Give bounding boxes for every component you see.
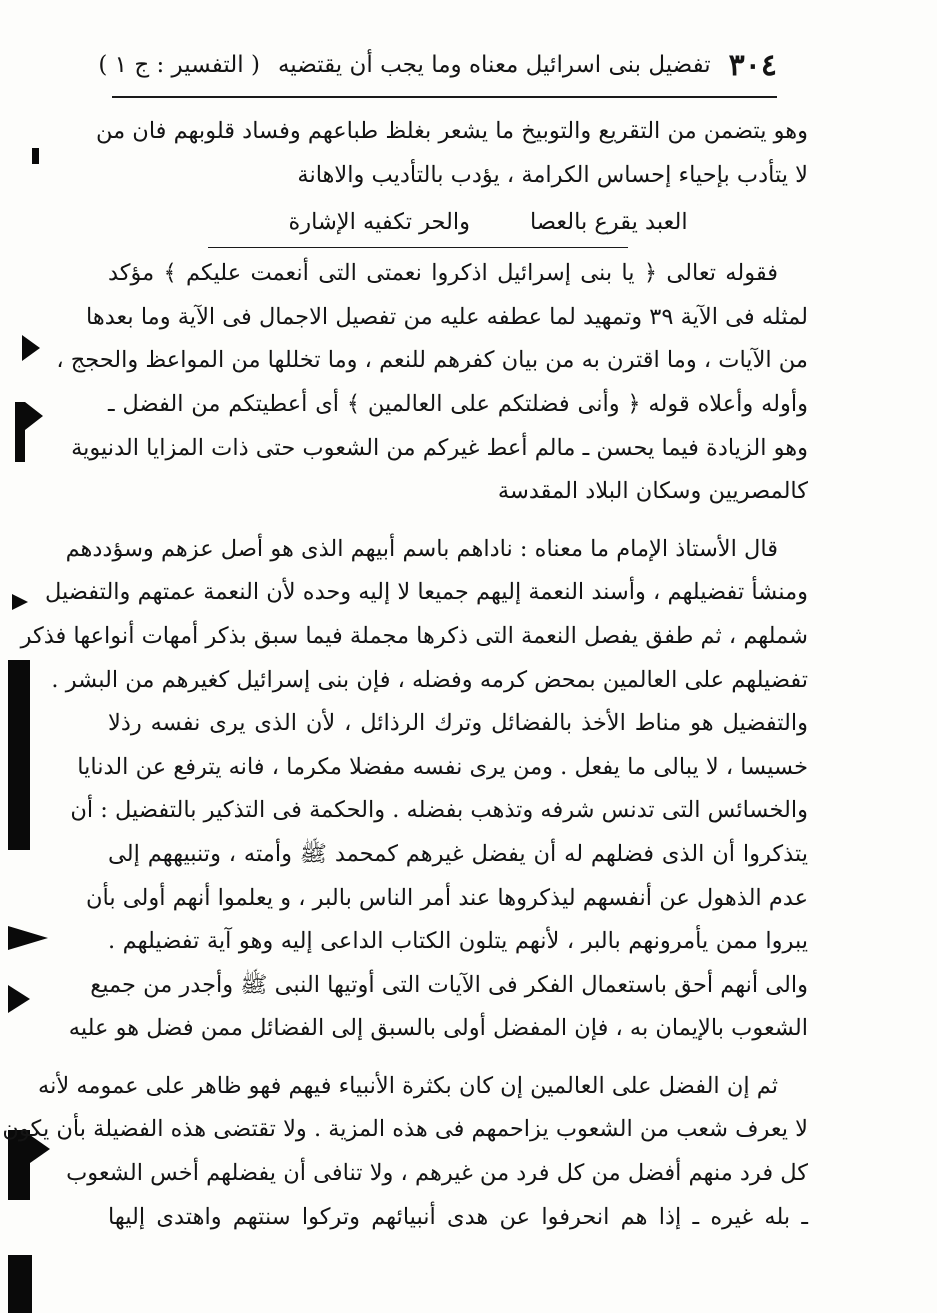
verse-hemistich-1: العبد يقرع بالعصا (530, 209, 688, 236)
paragraph-1 (95, 110, 808, 197)
scan-mark (8, 926, 48, 950)
text-line: يتذكروا أن الذى فضلهم له أن يفضل غيرهم كمحمد ﷺ وأمته ، وتنبيههم إلى (108, 840, 808, 867)
scan-mark (25, 402, 43, 430)
page-number: ٣٠٤ (728, 47, 777, 83)
text-line: يبروا ممن يأمرونهم بالبر ، لأنهم يتلون الكتاب الداعى إليه وهو آية تفضيلهم . (108, 928, 808, 955)
text-line: وأوله وأعلاه قوله ﴿ وأنى فضلتكم على العالمين ﴾ أى أعطيتكم من الفضل ـ (108, 390, 808, 417)
scan-mark (15, 402, 25, 462)
header-rule (112, 96, 777, 98)
text-line: لمثله فى الآية ٣٩ وتمهيد لما عطفه عليه من تفصيل الاجمال فى الآية وما بعدها (86, 303, 808, 330)
text-line: تفضيلهم على العالمين بمحض كرمه وفضله ، فإن بنى إسرائيل كغيرهم من البشر . (51, 666, 808, 693)
text-line: ومنشأ تفضيلهم ، وأسند النعمة إليهم جميعا لا إليه وحده لأن النعمة عمتهم والتفضيل (44, 579, 808, 606)
text-line: فقوله تعالى ﴿ يا بنى إسرائيل اذكروا نعمتى التى أنعمت عليكم ﴾ مؤكد (108, 260, 778, 287)
paragraph-3 (20, 528, 808, 1051)
text-line: كل فرد منهم أفضل من كل فرد من غيرهم ، ولا تنافى أن يفضلهم أخس الشعوب (66, 1160, 808, 1187)
scan-mark (8, 660, 30, 850)
scan-mark (8, 985, 30, 1013)
text-line: خسيسا ، لا يبالى ما يفعل . ومن يرى نفسه مفضلا مكرما ، فانه يترفع عن الدنايا (77, 753, 808, 780)
text-line: شملهم ، ثم طفق يفصل النعمة التى ذكرها مجملة فيما سبق بذكر أمهات أنواعها فذكر (20, 622, 808, 649)
text-line: وهو الزيادة فيما يحسن ـ مالم أعط غيركم من الشعوب حتى ذات المزايا الدنيوية (71, 434, 808, 461)
running-title: تفضيل بنى اسرائيل معناه وما يجب أن يقتضيه (277, 52, 711, 78)
text-line: والى أنهم أحق باستعمال الفكر فى الآيات التى أوتيها النبى ﷺ وأجدر من جميع (90, 971, 808, 998)
text-line: لا يتأدب بإحياء إحساس الكرامة ، يؤدب بالتأديب والاهانة (297, 161, 808, 188)
scan-mark (22, 335, 40, 361)
text-line: عدم الذهول عن أنفسهم ليذكروها عند أمر الناس بالبر ، و يعلموا أنهم أولى بأن (85, 884, 808, 911)
paragraph-2 (56, 252, 808, 514)
text-line: كالمصريين وسكان البلاد المقدسة (497, 478, 808, 505)
text-line: والخسائس التى تدنس شرفه وتذهب بفضله . والحكمة فى التذكير بالتفضيل : أن (70, 797, 808, 824)
text-line: الشعوب بالإيمان به ، فإن المفضل أولى بالسبق إلى الفضائل ممن فضل هو عليه (68, 1015, 808, 1042)
text-line: ـ بله غيره ـ إذا هم انحرفوا عن هدى أنبيائهم وتركوا سنتهم واهتدى إليها (108, 1203, 808, 1230)
verse-hemistich-2: والحر تكفيه الإشارة (288, 209, 471, 236)
scan-mark (8, 1255, 32, 1313)
text-line: ثم إن الفضل على العالمين إن كان بكثرة الأنبياء فيهم فهو ظاهر على عمومه لأنه (38, 1072, 778, 1099)
text-line: قال الأستاذ الإمام ما معناه : ناداهم باسم أبيهم الذى هو أصل عزهم وسؤددهم (65, 535, 778, 562)
text-line: لا يعرف شعب من الشعوب يزاحمهم فى هذه المزية . ولا تقتضى هذه الفضيلة بأن يكون (2, 1116, 808, 1143)
text-line: من الآيات ، وما اقترن به من بيان كفرهم للنعم ، وما تخللها من المواعظ والحجج ، (56, 347, 808, 374)
scan-mark (12, 594, 28, 610)
poetry-verse (108, 197, 808, 247)
volume-reference: ( التفسير : ج ١ ) (98, 52, 260, 78)
text-line: وهو يتضمن من التقريع والتوبيخ ما يشعر بغلظ طباعهم وفساد قلوبهم فان من (95, 118, 808, 144)
text-line: والتفضيل هو مناط الأخذ بالفضائل وترك الرذائل ، لأن الذى يرى نفسه رذلا (108, 710, 808, 737)
running-header (98, 42, 777, 88)
verse-rule (208, 247, 628, 248)
scan-mark (32, 148, 39, 164)
paragraph-4 (2, 1065, 808, 1239)
body-text (2, 110, 808, 1239)
